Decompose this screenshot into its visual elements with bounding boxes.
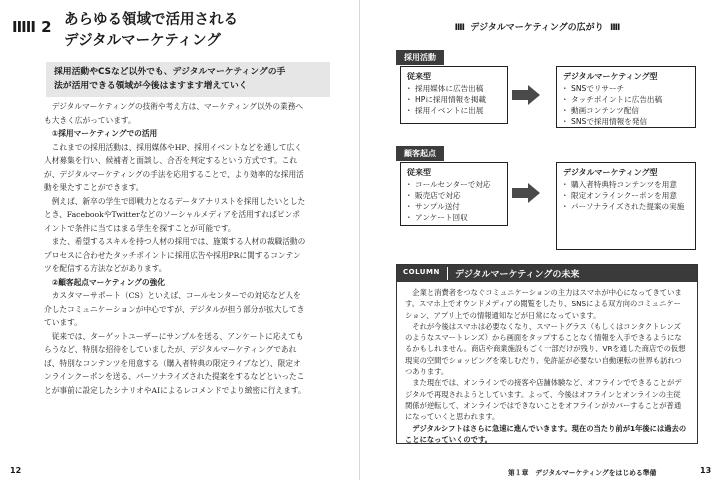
title-line-1: あらゆる領域で活用される <box>64 12 238 28</box>
section1-traditional-title: 従来型 <box>407 72 431 81</box>
section2-tag: 顧客起点 <box>396 146 444 161</box>
list-item: ・ HPに採用情報を掲載 <box>407 94 501 105</box>
body-paragraph: これまでの採用活動は、採用媒体やHP、採用イベントなどを通して広く人材募集を行い、候補者と面談し、合否を判定するという方式です。これが、デジタルマーケティングの手法を応用することで、より効率的な採用活動を果たすことができます。 <box>44 142 304 192</box>
list-item: ・ 販売店で対応 <box>407 190 501 201</box>
figure-title <box>402 20 672 33</box>
column-paragraphs <box>405 287 687 423</box>
column-tag: COLUMN <box>403 268 440 276</box>
body-subhead: ①採用マーケティングでの活用 <box>51 129 158 138</box>
body-text <box>44 100 306 397</box>
figure-bars-left: IIII <box>454 23 465 33</box>
running-footer: 第１章 デジタルマーケティングをはじめる準備 <box>508 469 657 477</box>
body-paragraph: 従来では、ターゲットユーザーにサンプルを送る、アンケートに応えてもらうなど、特別な招待をしていましたが、デジタルマーケティングであれば、特別なコンテンツを用意する（購入者特典の限定ライブなど）、限定オンラインクーポンを送る、パーソナライズされた提案をするなどといったことが事前に設定したシナリオやAIによるレコメンドでより緻密に行えます。 <box>44 331 306 395</box>
list-item: ・ サンプル送付 <box>407 201 501 212</box>
lead-line-2: 法が活用できる領域が今後はますます増えていく <box>54 80 248 91</box>
lead-box <box>46 62 330 97</box>
list-item: ・ パーソナライズされた提案の実施 <box>563 201 689 212</box>
column-header <box>397 265 697 282</box>
body-paragraph: 例えば、新卒の学生で即戦力となるデータアナリストを採用したいとしたとき、FacebookやTwitterなどのソーシャルメディアを活用すればピンポイントで条件に当てはまる学生を探すことが可能です。 <box>44 196 306 233</box>
section2-digital-list <box>563 179 689 212</box>
section2-arrow-shaft <box>512 188 528 198</box>
section1-arrow-shaft <box>512 90 528 100</box>
column-title: デジタルマーケティングの未来 <box>455 270 580 280</box>
section2-traditional-box <box>400 162 508 226</box>
section2-digital-title: デジタルマーケティング型 <box>563 168 658 177</box>
section2-traditional-title: 従来型 <box>407 168 431 177</box>
column-closing-text: デジタルシフトはさらに急速に進んでいきます。現在の当たり前が1年後には過去のことになっていくのです。 <box>405 423 687 444</box>
section1-tag: 採用活動 <box>396 50 444 65</box>
figure-bars-right: IIII <box>609 23 620 33</box>
list-item: ・ タッチポイントに広告出稿 <box>563 94 689 105</box>
list-item: ・ 採用媒体に広告出稿 <box>407 83 501 94</box>
list-item: ・ 限定オンラインクーポンを用意 <box>563 190 689 201</box>
column-closing <box>405 423 687 446</box>
column-header-divider <box>447 267 448 280</box>
column-paragraph: 企業と消費者をつなぐコミュニケーションの主力はスマホが中心になってきています。スマホ上でオウンドメディアの閲覧をしたり、SNSによる双方向のコミュニケーション、アプリ上での情報通知などが日常になっています。 <box>405 288 682 320</box>
section-bars: IIIII <box>12 18 35 36</box>
section1-arrow-icon <box>528 85 540 105</box>
section2-digital-box <box>556 162 696 250</box>
section1-traditional-list <box>407 83 501 116</box>
list-item: ・ SNSでリサーチ <box>563 83 689 94</box>
column-paragraph: それが今後はスマホは必要なくなり、スマートグラス（もしくはコンタクトレンズのようなスマートレンズ）から画面をタップすることなく情報を入手できるようになるかもしれません。商店や商業施設もごく一部だけが残り、VRを通した商店での仮想現実の空間でショッピングを楽しむだり、免許証が必要ない自動運転の世界も訪れつつあります。 <box>405 321 686 377</box>
list-item: ・ 購入者特典特コンテンツを用意 <box>563 179 689 190</box>
section1-traditional-box <box>400 66 508 124</box>
section2-arrow-icon <box>528 183 540 203</box>
page-number-left: 12 <box>10 466 22 475</box>
list-item: ・ SNSで採用情報を発信 <box>563 116 689 127</box>
body-paragraph: デジタルマーケティングの技術や考え方は、マーケティング以外の業務へも大きく広がっています。 <box>44 102 304 125</box>
section1-digital-list <box>563 83 689 127</box>
body-paragraph: カスタマーサポート（CS）といえば、コールセンターでの対応など人を介したコミュニケーションが中心ですが、デジタルが担う部分が拡大してきています。 <box>44 291 305 327</box>
list-item: ・ 採用イベントに出展 <box>407 105 501 116</box>
lead-line-1: 採用活動やCSなど以外でも、デジタルマーケティングの手 <box>54 67 286 77</box>
list-item: ・ コールセンターで対応 <box>407 179 501 190</box>
section-marker <box>12 18 53 36</box>
section2-traditional-list <box>407 179 501 223</box>
body-subhead: ②顧客起点マーケティングの強化 <box>51 277 165 287</box>
title-line-2: デジタルマーケティング <box>64 33 221 49</box>
list-item: ・ 動画コンテンツ配信 <box>563 105 689 116</box>
body-paragraph: また、希望するスキルを持つ人材の採用では、施策する人材の裁職活動のプロセスに合わせたタッチポイントに採用広告や採用PRに関するコンテンツを配信する方法などがあります。 <box>44 237 306 273</box>
column-paragraph: また現在では、オンラインでの接客や店舗体験など、オフラインでできることがデジタルで再現されようとしています。よって、今後はオフラインとオンラインの主従関係が逆転して、オンラインではできないことをオフラインがカバーすることが普通になっていくと思われます。 <box>405 378 682 422</box>
column-body <box>405 287 687 445</box>
chapter-title <box>64 10 344 52</box>
list-item: ・ アンケート回収 <box>407 212 501 223</box>
section1-digital-title: デジタルマーケティング型 <box>563 72 658 81</box>
page-number-right: 13 <box>700 466 712 475</box>
column-box <box>396 264 698 444</box>
right-page <box>360 0 720 480</box>
section-number: 2 <box>41 18 53 36</box>
section1-digital-box <box>556 66 696 128</box>
figure-title-text: デジタルマーケティングの広がり <box>470 23 604 33</box>
